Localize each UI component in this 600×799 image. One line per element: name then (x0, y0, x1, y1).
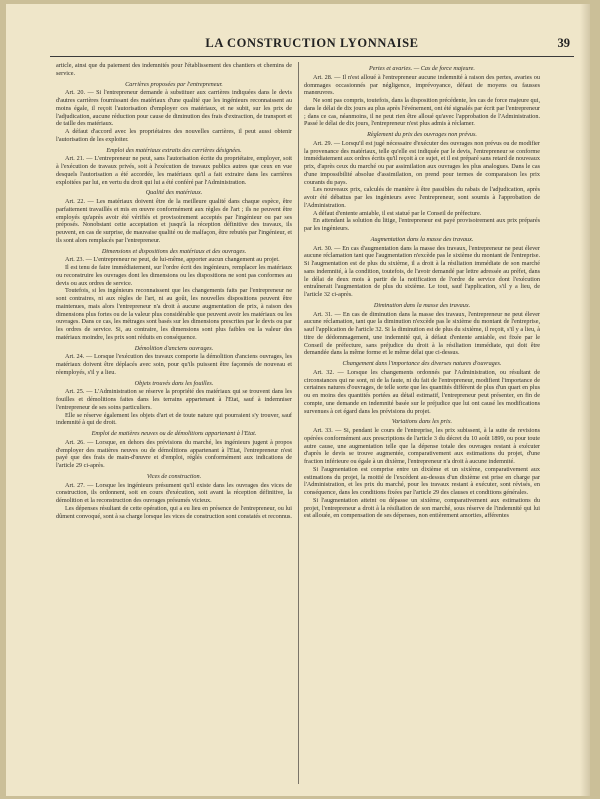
section-heading: Dimensions et dispositions des matériaux et des ouvrages. (101, 247, 247, 255)
page-header (50, 36, 574, 54)
header-rule (50, 56, 574, 57)
paragraph: A défaut d'accord avec les propriétaires des nouvelles carrières, il peut aussi obtenir l'autorisation de les exploiter. (56, 128, 292, 143)
paragraph: En attendant la solution du litige, l'entrepreneur est payé provisoirement aux prix préparés par les ingénieurs. (304, 217, 540, 232)
paragraph: A défaut d'entente amiable, il est statué par le Conseil de préfecture. (313, 209, 482, 217)
section-heading: Qualité des matériaux. (145, 189, 203, 197)
left-column (56, 62, 292, 784)
section-heading: Variations dans les prix. (391, 418, 453, 426)
paragraph: Art. 24. — Lorsque l'exécution des travaux comporte la démolition d'anciens ouvrages, les matériaux doivent être déplacés avec soin, pour qu'ils puissent être façonnés de nouveau et réemployés, s'il y a lieu. (56, 353, 292, 376)
paragraph: Art. 25. — L'Administration se réserve la propriété des matériaux qui se trouvent dans les fouilles et démolitions faites dans les terrains appartenant à l'Etat, sauf à indemniser l'entrepreneur de ses soins particuliers. (56, 388, 292, 411)
paragraph: Les dépenses résultant de cette opération, qui a eu lieu en présence de l'entrepreneur, ou lui dûment convoqué, sont à sa charge lorsque les vices de construction sont constatés et reconnus. (56, 504, 292, 520)
paragraph: Ne sont pas compris, toutefois, dans la disposition précédente, les cas de force majeure qui, dans le délai de dix jours au plus après l'événement, ont été signalés par écrit par l'entrepreneur ; dans ce cas, néanmoins, il ne peut rien être alloué qu'avec l'approbation de l'Administration. Passé le délai de dix jours, l'entrepreneur n'est plus admis à réclamer. (304, 97, 540, 128)
page-number: 39 (557, 36, 570, 50)
paragraph: Art. 21. — L'entrepreneur ne peut, sans l'autorisation écrite du propriétaire, employer, soit à l'exécution de travaux privés, soit à l'exécution de travaux publics autres que ceux en vue desquels l'autorisation a été accordée, les matériaux qu'il a fait extraire dans les carrières exploitées par lui, en vertu du droit qui lui a été conféré par l'Administration. (56, 155, 292, 186)
section-heading: Objets trouvés dans les fouilles. (134, 379, 214, 387)
section-heading: Carrières proposées par l'entrepreneur. (125, 80, 223, 88)
paragraph: Art. 33. — Si, pendant le cours de l'entreprise, les prix subissent, à la suite de revisions opérées conformément aux prescriptions de l'article 3 du décret du 10 août 1899, ou pour toute autre cause, une augmentation telle que la dépense totale des ouvrages restant à exécuter d'après le devis se trouve augmentée, comparativement aux estimations du projet, d'une fraction inférieure ou égale à un dixième, l'entrepreneur n'a droit à aucune indemnité. (304, 427, 540, 465)
paragraph: Art. 30. — En cas d'augmentation dans la masse des travaux, l'entrepreneur ne peut élever aucune réclamation tant que l'augmentation n'excède pas le sixième du montant de l'entreprise. Si l'augmentation est de plus du sixième, il a droit à la résiliation immédiate de son marché sans indemnité, à la condition, toutefois, de l'avoir demandé par lettre adressée au préfet, dans le délai de deux mois à partir de la notification de l'ordre de service dont l'exécution entraînerait l'augmentation de plus du sixième. Le tout, sauf l'application, s'il y a lieu, de l'article 32 ci-après. (304, 244, 540, 298)
journal-title: LA CONSTRUCTION LYONNAISE (205, 36, 419, 50)
section-heading: Démolition d'anciens ouvrages. (134, 344, 214, 352)
section-heading: Changement dans l'importance des diverses natures d'ouvrages. (342, 360, 502, 367)
paragraph: Art. 32. — Lorsque les changements ordonnés par l'Administration, ou résultant de circonstances qui ne sont, ni de la faute, ni du fait de l'entrepreneur, modifient l'importance de certaines natures d'ouvrages, de telle sorte que les quantités différent de plus d'un quart en plus ou en moins des quantités portées au détail estimatif, l'entrepreneur peut présenter, en fin de compte, une demande en indemnité basée sur le préjudice que lui ont causé les modifications survenues à cet égard dans les prévisions du projet. (304, 368, 540, 415)
paragraph: Art. 23. — L'entrepreneur ne peut, de lui-même, apporter aucun changement au projet. (65, 256, 280, 264)
section-heading: Diminution dans la masse des travaux. (373, 301, 471, 309)
paragraph: Art. 22. — Les matériaux doivent être de la meilleure qualité dans chaque espèce, être parfaitement travaillés et mis en œuvre conformément aux règles de l'art ; ils ne peuvent être employés qu'après avoir été vérifiés et provisoirement acceptés par l'ingénieur ou par ses préposés. Nonobstant cette acceptation et jusqu'à la réception définitive des travaux, ils peuvent, en cas de surprise, de mauvaise qualité ou de malfaçon, être rebutés par l'ingénieur, et ils sont alors remplacés par l'entrepreneur. (56, 198, 292, 244)
paragraph: Toutefois, si les ingénieurs reconnaissent que les changements faits par l'entrepreneur ne sont contraires, ni aux règles de l'art, ni au goût, les nouvelles dispositions peuvent être maintenues, mais alors l'entrepreneur n'a droit à aucune augmentation de prix, à raison des dimensions plus fortes ou de la valeur plus considérable que peuvent avoir les matériaux ou les ouvrages. Dans ce cas, les métrages sont basés sur les dimensions prescrites par le devis ou par les ordres de service. Si, au contraire, les dimensions sont plus faibles ou la valeur des matériaux moindre, les prix sont réduits en conséquence. (56, 287, 292, 341)
section-heading: Vices de construction. (146, 472, 202, 480)
paragraph: Si l'augmentation est comprise entre un dixième et un sixième, comparativement aux estimations du projet, la moitié de l'excédent au-dessus d'un dixième est prise en charge par l'Administration, et les prix du marché, pour les travaux restant à exécuter, sont révisés, en conséquence, dans les conditions fixées par l'article 29 des clauses et conditions générales. (304, 465, 540, 496)
page-edge-shadow (580, 4, 590, 796)
paragraph: Art. 28. — Il n'est alloué à l'entrepreneur aucune indemnité à raison des pertes, avaries ou dommages occasionnés par négligence, imprévoyance, défaut de moyens ou fausses manœuvres. (304, 73, 540, 97)
section-heading: Emploi de matières neuves ou de démolitions appartenant à l'Etat. (91, 430, 257, 437)
paragraph: Art. 20. — Si l'entrepreneur demande à substituer aux carrières indiquées dans le devis d'autres carrières fournissant des matériaux d'une qualité que les ingénieurs reconnaissent au moins égale, il reçoit l'autorisation d'employer ces matériaux, et ne subit, sur les prix de l'adjudication, aucune réduction pour cause de diminution des frais d'extraction, de transport et de taille des matériaux. (56, 89, 292, 128)
right-column (304, 62, 540, 784)
paragraph: Si l'augmentation atteint ou dépasse un sixième, comparativement aux estimations du projet, l'entrepreneur a droit à la résiliation de son marché, sous réserve de l'indemnité qui lui est allouée, en compensation de ses dépenses, non entièrement amorties, afférentes (304, 496, 540, 520)
section-heading: Pertes et avaries. — Cas de force majeure. (369, 65, 475, 72)
paragraph: Art. 26. — Lorsque, en dehors des prévisions du marché, les ingénieurs jugent à propos d'employer des matières neuves ou de démolitions appartenant à l'Etat, l'entrepreneur n'est payé que des frais de main-d'œuvre et d'emploi, réglés conformément aux indications de l'article 29 ci-après. (56, 438, 292, 469)
section-heading: Augmentation dans la masse des travaux. (370, 235, 474, 243)
section-heading: Emploi des matériaux extraits des carrières désignées. (106, 146, 242, 154)
paragraph: Art. 27. — Lorsque les ingénieurs présument qu'il existe dans les ouvrages des vices de construction, ils ordonnent, soit en cours d'exécution, soit avant la réception définitive, la démolition et la reconstruction des ouvrages présumés vicieux. (56, 481, 292, 504)
paragraph: article, ainsi que du paiement des indemnités pour l'établissement des chantiers et chemins de service. (56, 62, 292, 77)
page (6, 4, 590, 796)
paragraph: Il est tenu de faire immédiatement, sur l'ordre écrit des ingénieurs, remplacer les matériaux ou reconstruire les ouvrages dont les dimensions ou les dispositions ne sont pas conformes au devis ou aux ordres de service. (56, 264, 292, 287)
column-divider (298, 62, 299, 784)
paragraph: Art. 29. — Lorsqu'il est jugé nécessaire d'exécuter des ouvrages non prévus ou de modifier la provenance des matériaux, telle qu'elle est indiquée par le devis, l'entrepreneur se conforme immédiatement aux ordres écrits qu'il reçoit à ce sujet, et il est préparé sans retard de nouveaux prix, d'après ceux du marché ou par assimilation aux ouvrages les plus analogues. Dans le cas d'une impossibilité absolue d'assimilation, on prend pour termes de comparaison les prix courants du pays. (304, 139, 540, 186)
paragraph: Art. 31. — En cas de diminution dans la masse des travaux, l'entrepreneur ne peut élever aucune réclamation, tant que la diminution n'excède pas le sixième du montant de l'entreprise, sauf l'application de l'article 32. Si la diminution est de plus du sixième, il reçoit, s'il y a lieu, à titre de dédommagement, une indemnité qui, à défaut d'entente amiable, est fixée par le Conseil de préfecture, sans préjudice du droit à la résiliation immédiate, qui doit être demandée dans la même forme et le même délai que ci-dessus. (304, 310, 540, 357)
paragraph: Les nouveaux prix, calculés de manière à être passibles du rabais de l'adjudication, après avoir été débattus par les ingénieurs avec l'entrepreneur, sont soumis à l'approbation de l'Administration. (304, 186, 540, 209)
paragraph: Elle se réserve également les objets d'art et de toute nature qui pourraient s'y trouver, sauf indemnité à qui de droit. (56, 411, 292, 427)
section-heading: Règlement du prix des ouvrages non prévus. (367, 131, 477, 138)
